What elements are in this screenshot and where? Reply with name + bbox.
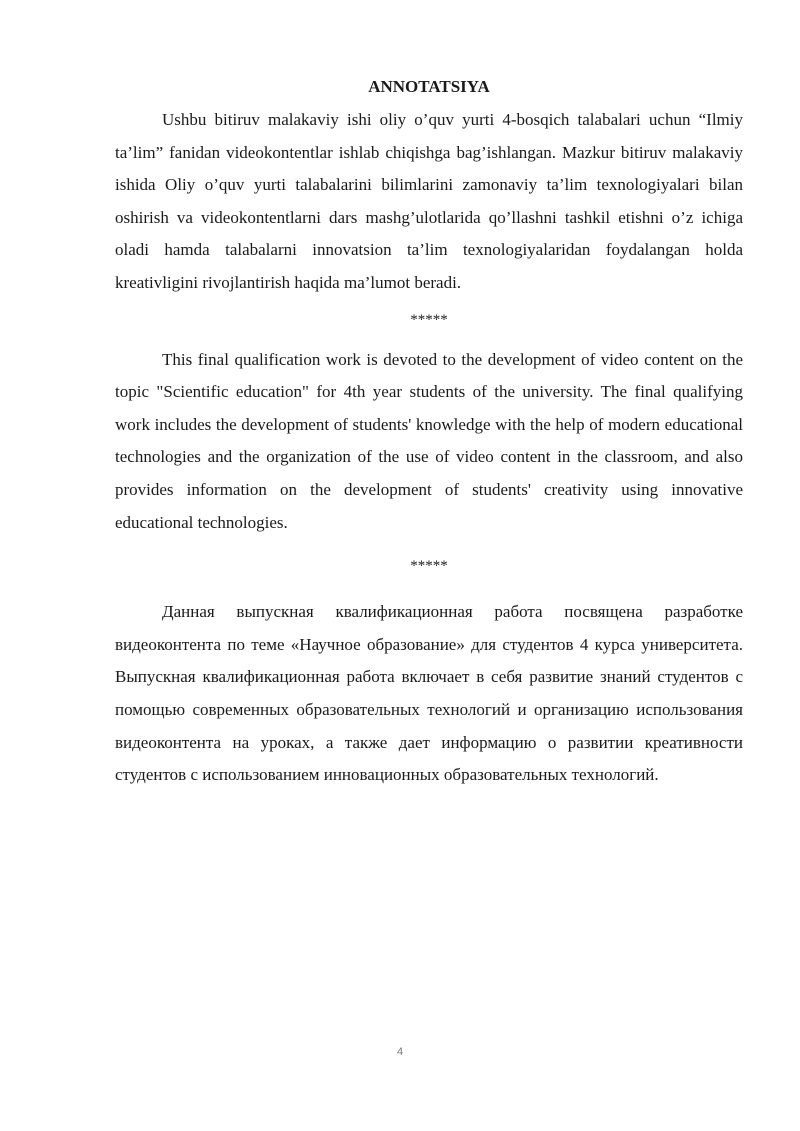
page-number: 4: [396, 1046, 404, 1058]
document-title: ANNOTATSIYA: [368, 77, 490, 96]
document-content: [115, 74, 743, 792]
section-separator: *****: [410, 311, 448, 328]
section-separator: *****: [410, 558, 448, 575]
abstract-paragraph-uzbek: Ushbu bitiruv malakaviy ishi oliy o’quv yurti 4-bosqich talabalari uchun “Ilmiy ta’lim” fanidan videokontentlar ishlab chiqishga bag’ishlangan. Mazkur bitiruv malakaviy ishida Oliy o’quv yurti talabalarini bilimlarini zamonaviy ta’lim texnologiyalari bilan oshirish va videokontentlarni dars mashg’ulotlarida qo’llashni tashkil etishni o’z ichiga oladi hamda talabalarni innovatsion ta’lim texnologiyalaridan foydalangan holda kreativligini rivojlantirish haqida ma’lumot beradi.: [115, 110, 743, 292]
abstract-paragraph-english: This final qualification work is devoted to the development of video content on the topic "Scientific education" for 4th year students of the university. The final qualifying work includes the development of students' knowledge with the help of modern educational technologies and the organization of the use of video content in the classroom, and also provides information on the development of students' creativity using innovative educational technologies.: [115, 349, 743, 532]
abstract-paragraph-russian: Данная выпускная квалификационная работа посвящена разработке видеоконтента по теме «Научное образование» для студентов 4 курса университета. Выпускная квалификационная работа включает в себя развитие знаний студентов с помощью современных образовательных технологий и организацию использования видеоконтента на уроках, а также дает информацию о развитии креативности студентов с использованием инновационных образовательных технологий.: [115, 602, 743, 785]
